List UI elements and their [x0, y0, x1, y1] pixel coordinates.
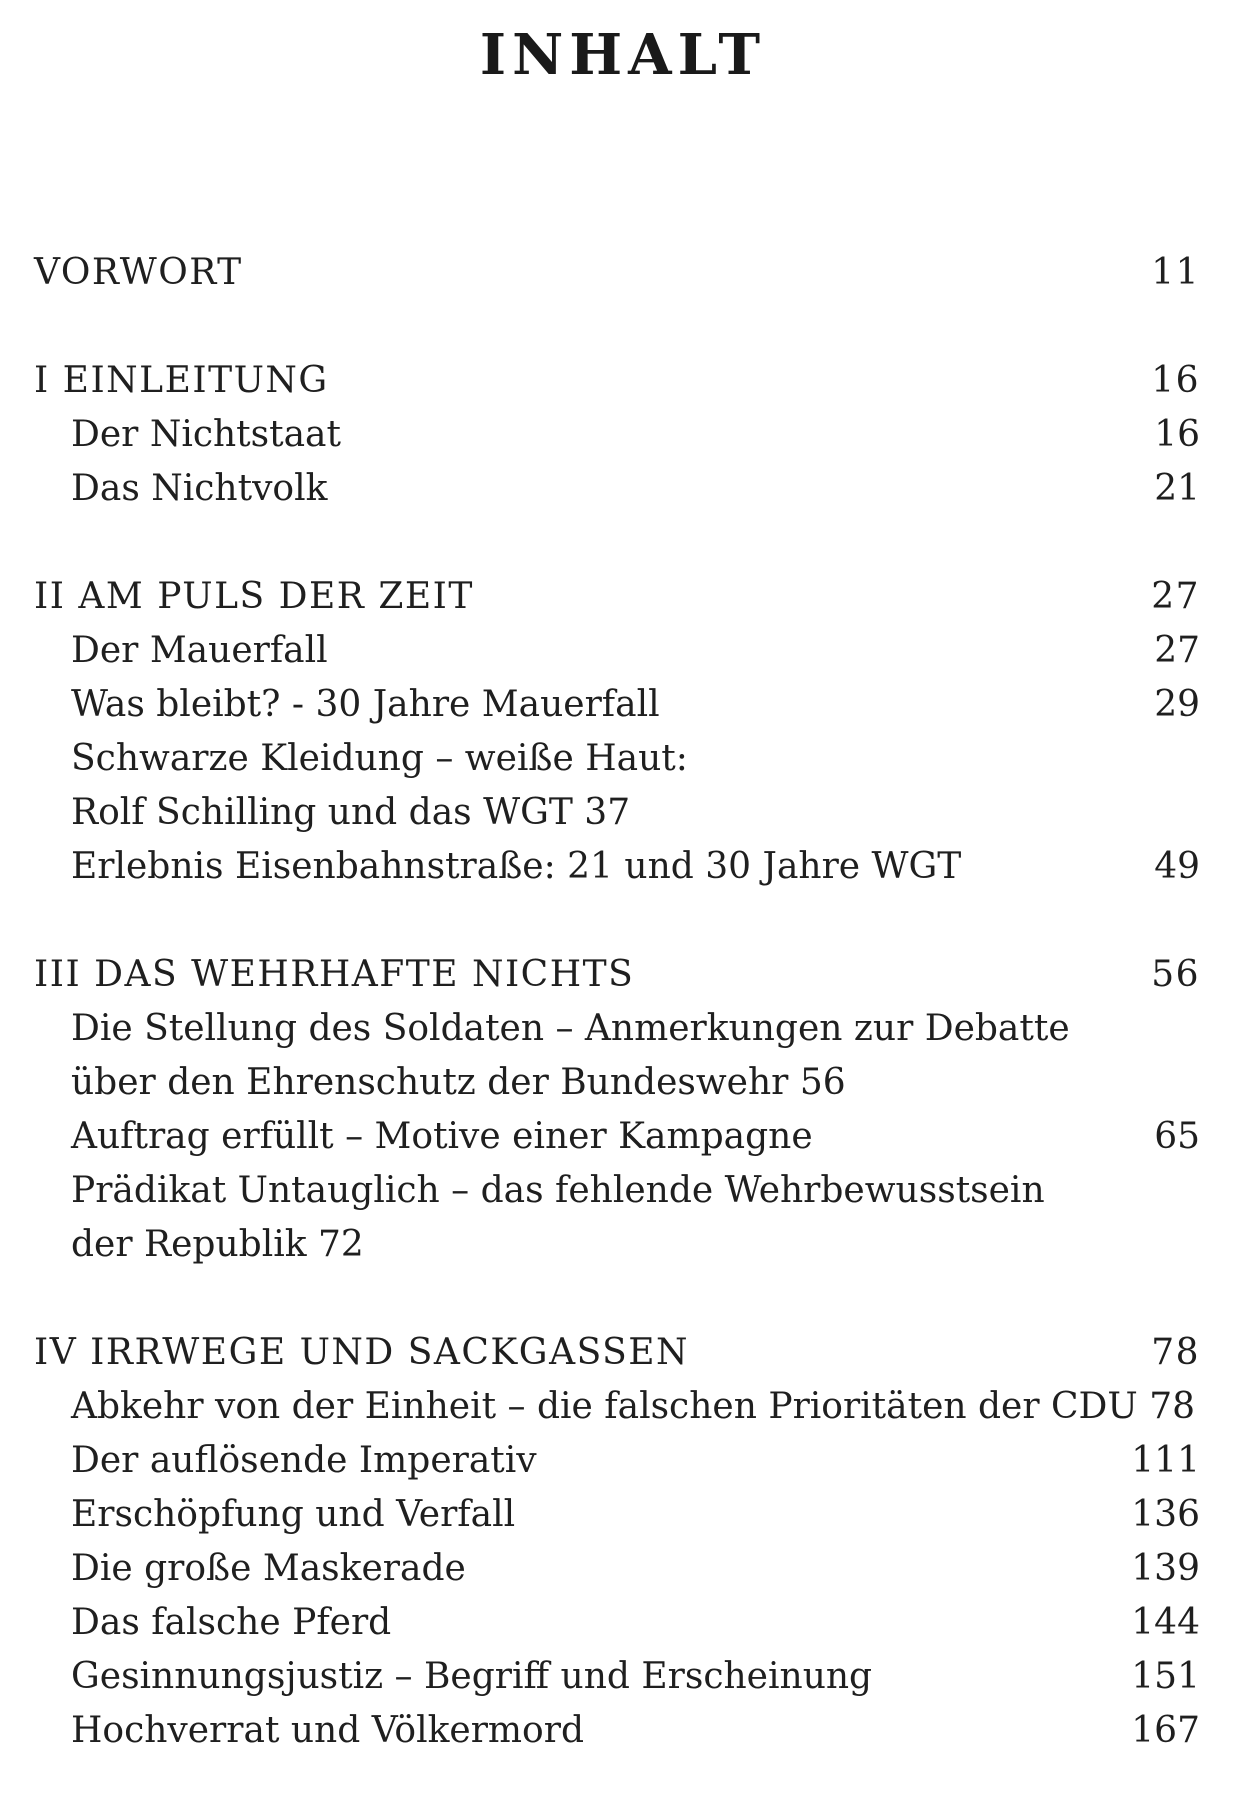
toc-section-einleitung: [34, 354, 1200, 516]
page-number: 27: [1151, 576, 1200, 617]
page-number: 49: [1154, 846, 1200, 887]
page-number: 16: [1154, 414, 1200, 455]
page-number: 27: [1154, 630, 1200, 671]
toc-entry[interactable]: [34, 1704, 1200, 1758]
section-heading: IV IRRWEGE UND SACKGASSEN: [34, 1332, 690, 1373]
toc-entry[interactable]: [34, 1110, 1200, 1164]
page-title: INHALT: [479, 22, 767, 88]
section-heading: III DAS WEHRHAFTE NICHTS: [34, 954, 635, 995]
entry-title: Schwarze Kleidung – weiße Haut:: [71, 738, 688, 779]
page-number: 151: [1131, 1656, 1200, 1697]
toc-entry[interactable]: [34, 1596, 1200, 1650]
page-number: 56: [1151, 954, 1200, 995]
page-number: 29: [1154, 684, 1200, 725]
entry-title: Die große Maskerade: [71, 1548, 466, 1589]
entry-title: Erlebnis Eisenbahnstraße: 21 und 30 Jahre WGT: [71, 846, 962, 887]
section-heading-row[interactable]: [34, 246, 1200, 300]
section-heading: II AM PULS DER ZEIT: [34, 576, 474, 617]
entry-title: über den Ehrenschutz der Bundeswehr 56: [71, 1062, 846, 1103]
page-number: 111: [1131, 1440, 1200, 1481]
toc-entry[interactable]: [34, 1056, 1200, 1110]
toc-entry[interactable]: [34, 732, 1200, 786]
entry-title: Die Stellung des Soldaten – Anmerkungen zur Debatte: [71, 1008, 1070, 1049]
page-number: 167: [1131, 1710, 1200, 1751]
toc-entry[interactable]: [34, 1488, 1200, 1542]
entry-title: Was bleibt? - 30 Jahre Mauerfall: [71, 684, 660, 725]
toc-entry[interactable]: [34, 678, 1200, 732]
toc-entry[interactable]: [34, 1434, 1200, 1488]
entry-title: Gesinnungsjustiz – Begriff und Erscheinung: [71, 1656, 873, 1697]
entry-title: Prädikat Untauglich – das fehlende Wehrbewusstsein: [71, 1170, 1045, 1211]
page-number: 78: [1151, 1332, 1200, 1373]
entry-title: Auftrag erfüllt – Motive einer Kampagne: [71, 1116, 813, 1157]
page-number: 139: [1131, 1548, 1200, 1589]
toc-section-vorwort: [34, 246, 1200, 300]
toc-entry[interactable]: [34, 840, 1200, 894]
toc-entry[interactable]: [34, 1650, 1200, 1704]
toc-entry[interactable]: [34, 1542, 1200, 1596]
entry-title: Der Mauerfall: [71, 630, 328, 671]
page-number: 11: [1151, 252, 1200, 293]
section-heading-row[interactable]: [34, 570, 1200, 624]
toc-entry[interactable]: [34, 462, 1200, 516]
section-heading-row[interactable]: [34, 1326, 1200, 1380]
entry-title: Der Nichtstaat: [71, 414, 341, 455]
section-heading-row[interactable]: [34, 948, 1200, 1002]
entry-title: Rolf Schilling und das WGT 37: [71, 792, 631, 833]
toc-entry[interactable]: [34, 408, 1200, 462]
toc-section-irrwege-und-sackgassen: [34, 1326, 1200, 1758]
entry-title: Erschöpfung und Verfall: [71, 1494, 516, 1535]
toc-entry[interactable]: [34, 1164, 1200, 1218]
page-number: 136: [1131, 1494, 1200, 1535]
section-heading-row[interactable]: [34, 354, 1200, 408]
entry-title: der Republik 72: [71, 1224, 364, 1265]
toc-entry[interactable]: [34, 1380, 1200, 1434]
toc-section-das-wehrhafte-nichts: [34, 948, 1200, 1272]
page-number: 144: [1131, 1602, 1200, 1643]
toc-section-am-puls-der-zeit: [34, 570, 1200, 894]
section-heading: VORWORT: [34, 252, 243, 293]
entry-title: Abkehr von der Einheit – die falschen Prioritäten der CDU 78: [71, 1386, 1196, 1427]
toc-entry[interactable]: [34, 786, 1200, 840]
page-number: 65: [1154, 1116, 1200, 1157]
toc-entry[interactable]: [34, 624, 1200, 678]
toc-entry[interactable]: [34, 1218, 1200, 1272]
entry-title: Der auflösende Imperativ: [71, 1440, 537, 1481]
entry-title: Das Nichtvolk: [71, 468, 328, 509]
entry-title: Hochverrat und Völkermord: [71, 1710, 584, 1751]
entry-title: Das falsche Pferd: [71, 1602, 392, 1643]
page-number: 16: [1151, 360, 1200, 401]
page-number: 21: [1154, 468, 1200, 509]
section-heading: I EINLEITUNG: [34, 360, 329, 401]
toc-entry[interactable]: [34, 1002, 1200, 1056]
table-of-contents: [34, 246, 1200, 1812]
